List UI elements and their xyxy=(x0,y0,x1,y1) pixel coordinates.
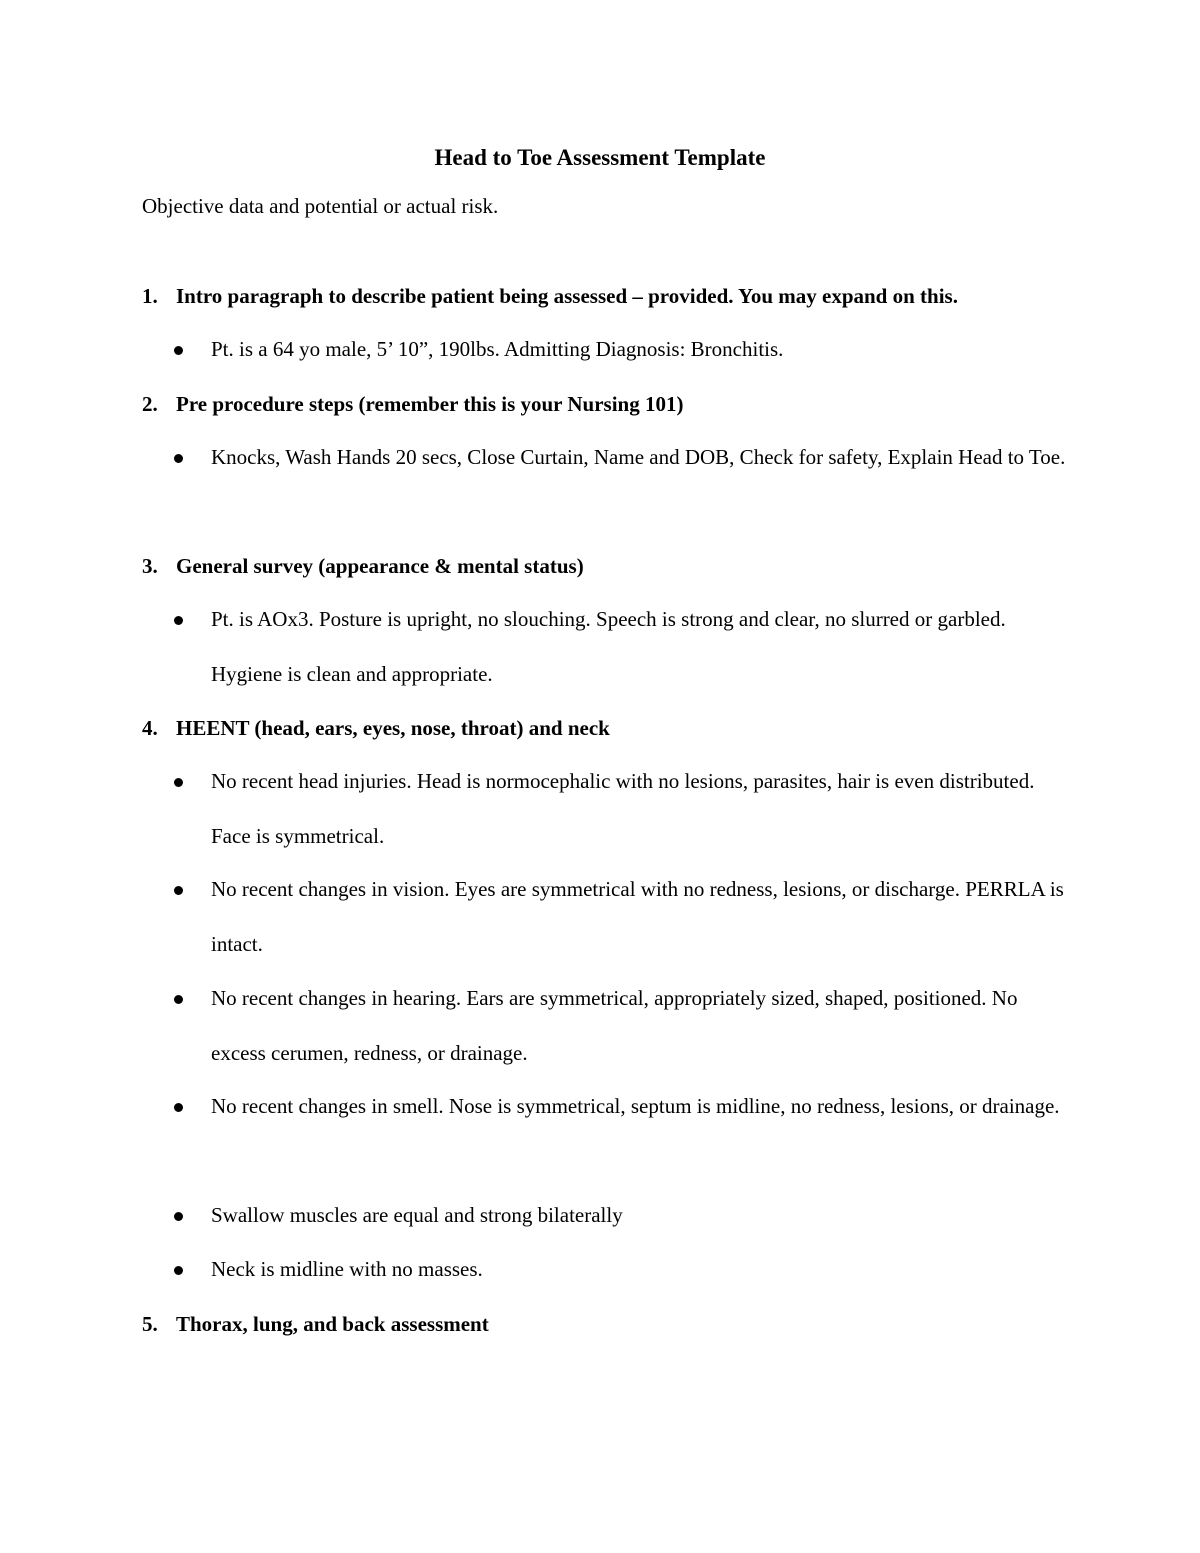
bullet-text: Knocks, Wash Hands 20 secs, Close Curtain, Name and DOB, Check for safety, Explain Head to Toe. xyxy=(211,445,1066,469)
section-heading-1 xyxy=(142,282,958,310)
bullet-text: Pt. is AOx3. Posture is upright, no slouching. Speech is strong and clear, no slurred or garbled. Hygiene is clean and appropriate. xyxy=(211,607,1006,686)
section-heading-4 xyxy=(142,714,610,742)
bullet-item xyxy=(211,754,1071,863)
section-heading-text: Intro paragraph to describe patient being assessed – provided. You may expand on this. xyxy=(176,284,958,308)
bullet-text: No recent changes in smell. Nose is symmetrical, septum is midline, no redness, lesions, or drainage. xyxy=(211,1094,1060,1118)
section-heading-text: HEENT (head, ears, eyes, nose, throat) and neck xyxy=(176,716,610,740)
section-heading-5 xyxy=(142,1310,489,1338)
bullet-text: Pt. is a 64 yo male, 5’ 10”, 190lbs. Admitting Diagnosis: Bronchitis. xyxy=(211,337,784,361)
bullet-icon xyxy=(174,346,183,355)
bullet-icon xyxy=(174,995,183,1004)
section-heading-text: Pre procedure steps (remember this is your Nursing 101) xyxy=(176,392,684,416)
bullet-text: No recent head injuries. Head is normocephalic with no lesions, parasites, hair is even distributed. Face is symmetrical. xyxy=(211,769,1035,848)
section-heading-text: General survey (appearance & mental status) xyxy=(176,554,584,578)
section-heading-3 xyxy=(142,552,584,580)
bullet-item xyxy=(211,862,1071,971)
document-subtitle: Objective data and potential or actual risk. xyxy=(142,194,499,218)
bullet-text: Neck is midline with no masses. xyxy=(211,1257,483,1281)
bullet-item xyxy=(211,1188,1071,1243)
bullet-text: No recent changes in hearing. Ears are symmetrical, appropriately sized, shaped, positioned. No excess cerumen, redness, or drainage. xyxy=(211,986,1018,1065)
document-title: Head to Toe Assessment Template xyxy=(434,145,766,170)
bullet-icon xyxy=(174,454,183,463)
section-heading-2 xyxy=(142,390,683,418)
bullet-icon xyxy=(174,1212,183,1221)
section-number: 2. xyxy=(142,392,158,416)
bullet-item xyxy=(211,322,1071,377)
section-number: 1. xyxy=(142,284,158,308)
bullet-text: Swallow muscles are equal and strong bilaterally xyxy=(211,1203,623,1227)
bullet-item xyxy=(211,1242,1071,1297)
section-heading-text: Thorax, lung, and back assessment xyxy=(176,1312,489,1336)
bullet-item xyxy=(211,971,1071,1080)
section-number: 5. xyxy=(142,1312,158,1336)
bullet-item xyxy=(211,592,1071,701)
bullet-icon xyxy=(174,886,183,895)
bullet-icon xyxy=(174,1103,183,1112)
bullet-icon xyxy=(174,1266,183,1275)
section-number: 4. xyxy=(142,716,158,740)
bullet-text: No recent changes in vision. Eyes are symmetrical with no redness, lesions, or discharge. PERRLA is intact. xyxy=(211,877,1064,956)
bullet-icon xyxy=(174,778,183,787)
bullet-item xyxy=(211,430,1071,485)
bullet-icon xyxy=(174,616,183,625)
section-number: 3. xyxy=(142,554,158,578)
bullet-item xyxy=(211,1079,1071,1134)
